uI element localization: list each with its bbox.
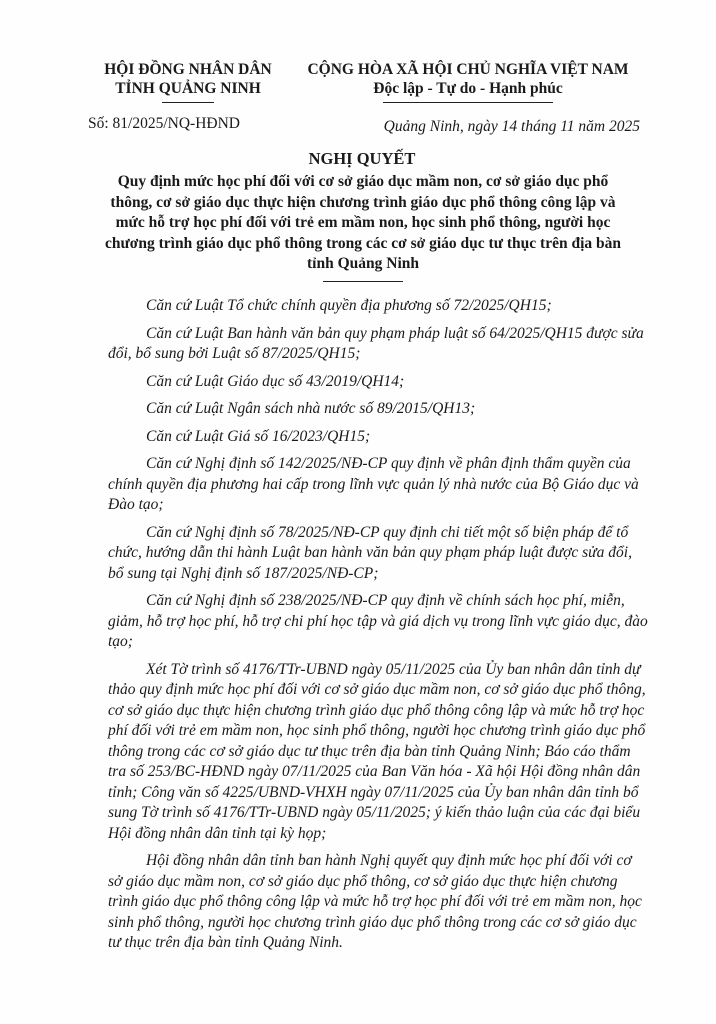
legal-basis-paragraph: Căn cứ Luật Ngân sách nhà nước số 89/2015/QH13; (146, 400, 476, 417)
issuing-authority-line2: TỈNH QUẢNG NINH (115, 80, 261, 97)
document-subject (100, 172, 626, 282)
legal-basis-paragraph: Căn cứ Luật Ban hành văn bản quy phạm pháp luật số 64/2025/QH15 được sửa đổi, bổ sung bởi Luật số 87/2025/QH15; (108, 324, 644, 362)
legal-basis-paragraph: Căn cứ Luật Giáo dục số 43/2019/QH14; (146, 372, 405, 390)
legal-basis-paragraph: Căn cứ Nghị định số 78/2025/NĐ-CP quy định chi tiết một số biện pháp để tổ chức, hướng dẫn thi hành Luật ban hành văn bản quy phạm pháp luật được sửa đổi, bổ sung tại Nghị định số 187/2025/NĐ-CP; (108, 523, 632, 582)
motto-underline (383, 102, 553, 103)
motto: Độc lập - Tự do - Hạnh phúc (373, 80, 563, 97)
nation-name: CỘNG HÒA XÃ HỘI CHỦ NGHĨA VIỆT NAM (307, 61, 629, 78)
consideration-paragraph: Xét Tờ trình số 4176/TTr-UBND ngày 05/11/2025 của Ủy ban nhân dân tỉnh dự thảo quy định mức học phí đối với cơ sở giáo dục mầm non, cơ sở giáo dục phổ thông, cơ sở giáo dục thực hiện chương trình giáo dục phổ thông công lập và mức hỗ trợ học phí đối với trẻ em mầm non, học sinh phổ thông, người học chương trình giáo dục phổ thông trong các cơ sở giáo dục tư thục trên địa bàn tỉnh Quảng Ninh; Báo cáo thẩm tra số 253/BC-HĐND ngày 07/11/2025 của Ban Văn hóa - Xã hội Hội đồng nhân dân tỉnh; Công văn số 4225/UBND-VHXH ngày 07/11/2025 của Ủy ban nhân dân tỉnh bổ sung Tờ trình số 4176/TTr-UBND ngày 05/11/2025; ý kiến thảo luận của các đại biểu Hội đồng nhân dân tỉnh tại kỳ họp; (108, 660, 646, 842)
legal-basis-paragraph: Căn cứ Luật Giá số 16/2023/QH15; (146, 427, 371, 445)
issuing-authority-line1: HỘI ĐỒNG NHÂN DÂN (104, 61, 272, 78)
enactment-paragraph: Hội đồng nhân dân tỉnh ban hành Nghị quyết quy định mức học phí đối với cơ sở giáo dục mầm non, cơ sở giáo dục phổ thông, cơ sở giáo dục thực hiện chương trình giáo dục phổ thông công lập và mức hỗ trợ học phí đối với trẻ em mầm non, học sinh phổ thông, người học chương trình giáo dục phổ thông trong các cơ sở giáo dục tư thục trên địa bàn tỉnh Quảng Ninh. (108, 852, 642, 951)
national-motto (300, 60, 636, 103)
document-body (108, 296, 648, 961)
document-number: Số: 81/2025/NQ-HĐND (88, 115, 240, 132)
document-subject-text: Quy định mức học phí đối với cơ sở giáo dục mầm non, cơ sở giáo dục phổ thông, cơ sở giáo dục thực hiện chương trình giáo dục phổ thông công lập và mức hỗ trợ học phí đối với trẻ em mầm non, học sinh phổ thông, người học chương trình giáo dục phổ thông trong các cơ sở giáo dục tư thục trên địa bàn tỉnh Quảng Ninh (104, 173, 621, 272)
document-type-title: NGHỊ QUYẾT (308, 149, 416, 168)
legal-basis-paragraph: Căn cứ Nghị định số 142/2025/NĐ-CP quy định về phân định thẩm quyền của chính quyền địa phương hai cấp trong lĩnh vực quản lý nhà nước của Bộ Giáo dục và Đào tạo; (108, 455, 639, 513)
legal-basis-paragraph: Căn cứ Luật Tổ chức chính quyền địa phương số 72/2025/QH15; (146, 297, 552, 314)
place-and-date: Quảng Ninh, ngày 14 tháng 11 năm 2025 (383, 118, 640, 135)
authority-underline (162, 102, 214, 103)
issuing-authority (86, 60, 290, 103)
legal-basis-paragraph: Căn cứ Nghị định số 238/2025/NĐ-CP quy định về chính sách học phí, miễn, giảm, hỗ trợ học phí, hỗ trợ chi phí học tập và giá dịch vụ trong lĩnh vực giáo dục, đào tạo; (108, 592, 648, 650)
subject-underline (323, 281, 403, 282)
